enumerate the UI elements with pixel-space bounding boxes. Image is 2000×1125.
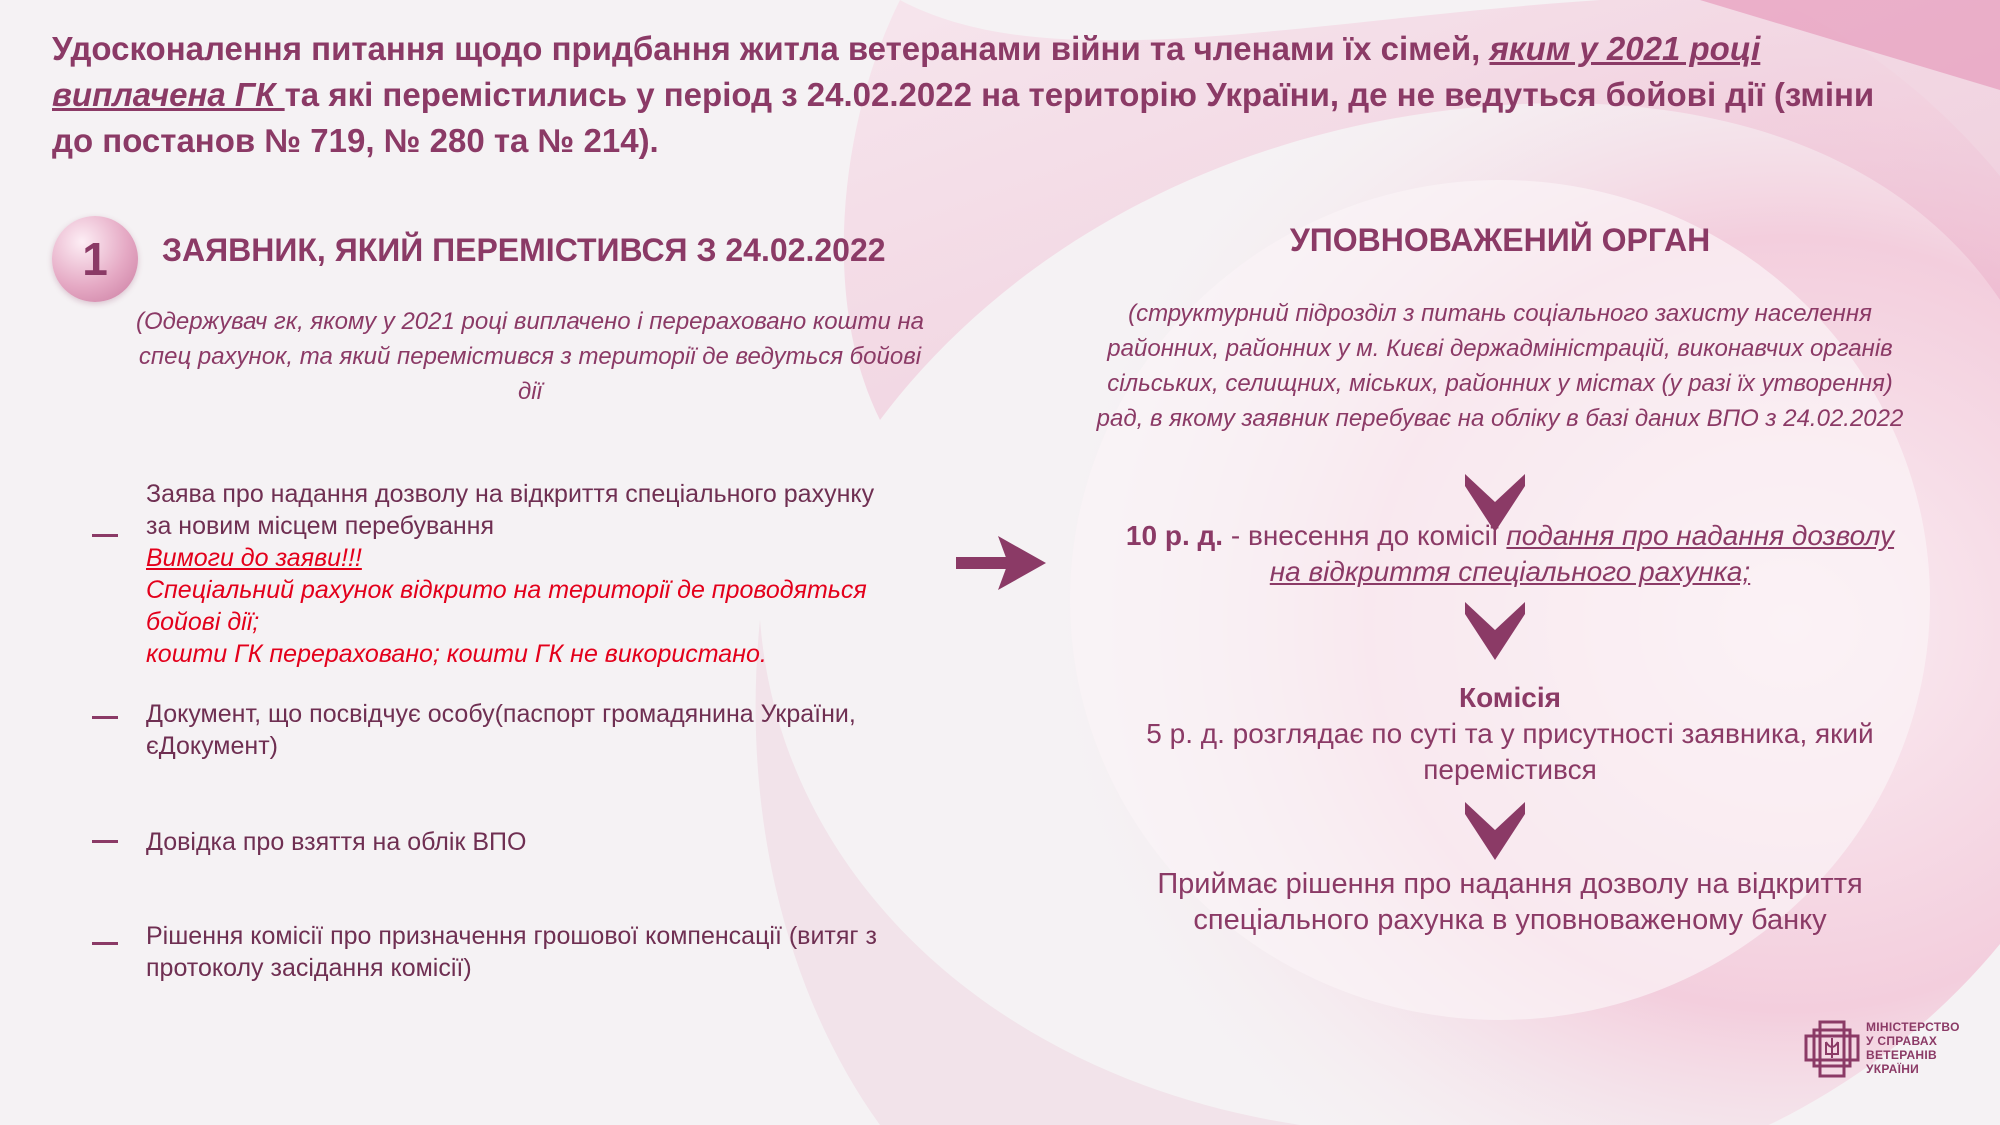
requirement-line: Спеціальний рахунок відкрито на території де проводяться бойові дії;	[146, 576, 867, 636]
dash-icon	[92, 534, 118, 537]
authority-subtitle: (структурний підрозділ з питань соціального захисту населення районних, районних у м. Києві держадміністрацій, виконавчих органів сільських, селищних, міських, районних у містах (у разі їх утворення) рад, в якому заявник перебуває на обліку в базі даних ВПО з 24.02.2022	[1096, 300, 1904, 432]
applicant-subtitle: (Одержувач гк, якому у 2021 році виплачено і перераховано кошти на спец рахунок, та який перемістився з території де ведуться бойові дії	[135, 308, 925, 405]
list-item-text: Довідка про взяття на облік ВПО	[146, 828, 527, 856]
authority-heading: УПОВНОВАЖЕНИЙ ОРГАН	[1289, 222, 1711, 258]
step-decision: Приймає рішення про надання дозволу на відкриття спеціального рахунка в уповноваженому банку	[1157, 868, 1863, 936]
list-item-application	[92, 478, 892, 670]
page-title	[52, 26, 1912, 164]
ministry-emblem-icon	[1802, 1018, 1862, 1080]
list-item-text: Рішення комісії про призначення грошової компенсації (витяг з протоколу засідання комісії)	[146, 922, 877, 982]
title-underlined: яким у 2021 році виплачена ГК	[52, 30, 1761, 113]
applicant-heading: ЗАЯВНИК, ЯКИЙ ПЕРЕМІСТИВСЯ З 24.02.2022	[162, 232, 886, 268]
list-item-id-document	[92, 698, 892, 762]
title-part2: та які перемістились у період з 24.02.2022 на територію України, де не ведуться бойові дії (зміни до постанов № 719, № 280 та № 214).	[52, 76, 1875, 159]
step-deadline: 10 р. д.	[1125, 520, 1224, 551]
logo-line: МІНІСТЕРСТВО	[1866, 1020, 1960, 1034]
step-number-badge: 1	[52, 216, 138, 302]
list-item-text: Документ, що посвідчує особу(паспорт громадянина України, єДокумент)	[146, 700, 856, 760]
chevron-down-icon	[1465, 602, 1525, 660]
chevron-down-icon	[1465, 802, 1525, 860]
dash-icon	[92, 840, 118, 843]
dash-icon	[92, 716, 118, 719]
requirement-line: кошти ГК перераховано; кошти ГК не використано.	[146, 640, 767, 668]
list-item-commission-decision	[92, 920, 892, 984]
step-underlined-text: подання про надання дозволу на відкриття спеціального рахунка;	[1269, 520, 1895, 587]
arrow-right-icon	[956, 536, 1046, 590]
dash-icon	[92, 942, 118, 945]
list-item-idp-certificate	[92, 826, 892, 858]
step-commission	[1110, 680, 1910, 788]
logo-line: У СПРАВАХ	[1866, 1034, 1938, 1048]
logo-line: УКРАЇНИ	[1866, 1062, 1920, 1076]
commission-title: Комісія	[1458, 682, 1561, 713]
ministry-logo-text	[1866, 1020, 1960, 1076]
commission-text: 5 р. д. розглядає по суті та у присутності заявника, який перемістився	[1146, 718, 1874, 785]
step-text: - внесення до комісії	[1223, 520, 1507, 551]
requirements-title: Вимоги до заяви!!!	[146, 544, 362, 572]
logo-line: ВЕТЕРАНІВ	[1866, 1048, 1937, 1062]
step-submission	[1110, 518, 1910, 590]
list-item-text: Заява про надання дозволу на відкриття спеціального рахунку за новим місцем перебування	[146, 480, 875, 540]
title-part1: Удосконалення питання щодо придбання житла ветеранами війни та членами їх сімей,	[52, 30, 1490, 67]
